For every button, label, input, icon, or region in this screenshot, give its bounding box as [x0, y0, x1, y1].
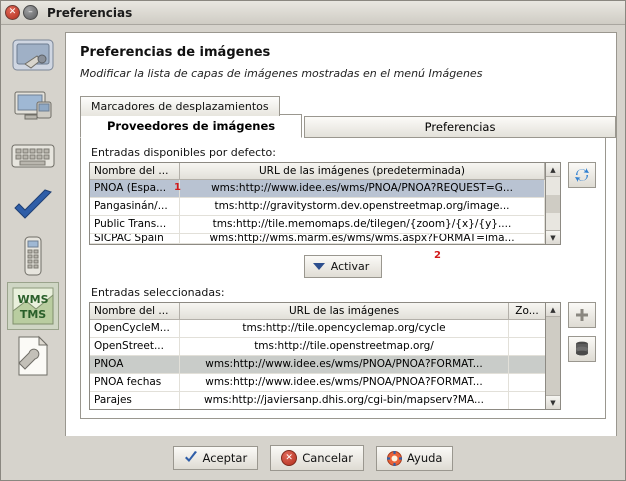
table-row[interactable]: [90, 320, 545, 338]
activate-row: [89, 250, 597, 278]
help-icon: [387, 451, 402, 466]
cell-name: OpenCycleM...: [90, 320, 180, 337]
svg-text:WMS: WMS: [17, 293, 49, 306]
scroll-up-icon[interactable]: ▲: [546, 163, 560, 177]
cell-name: PNOA fechas: [90, 374, 180, 391]
cell-zoom: [509, 320, 545, 337]
scroll-thumb[interactable]: [546, 195, 560, 213]
column-header-url[interactable]: URL de las imágenes (predeterminada): [180, 163, 545, 179]
add-entry-button[interactable]: [568, 302, 596, 328]
scroll-up-icon[interactable]: ▲: [546, 303, 560, 317]
sidebar-item-display[interactable]: [7, 82, 59, 130]
step-marker-2: 2: [434, 250, 441, 261]
sidebar-item-imagery[interactable]: [7, 282, 59, 330]
selected-side-buttons: [561, 302, 597, 410]
activate-button[interactable]: [304, 255, 383, 278]
cell-zoom: [509, 374, 545, 391]
selected-entries-table[interactable]: [89, 302, 546, 410]
checkmark-icon: [11, 188, 55, 224]
available-entries-table[interactable]: [89, 162, 546, 245]
table-row[interactable]: [90, 392, 545, 409]
close-icon[interactable]: ✕: [5, 5, 20, 20]
title-bar: [1, 1, 625, 25]
selected-table-header: [90, 303, 545, 320]
table-row[interactable]: [90, 234, 545, 244]
cell-url: tms:http://tile.openstreetmap.org/: [180, 338, 509, 355]
column-header-name[interactable]: Nombre del ...: [90, 303, 180, 319]
table-row[interactable]: [90, 216, 545, 234]
cancel-label: Cancelar: [302, 451, 353, 465]
cell-url: wms:http://javiersanp.dhis.org/cgi-bin/mapserv?MA...: [180, 392, 509, 409]
table-row[interactable]: [90, 374, 545, 392]
cell-name: PNOA (Espa...: [90, 180, 180, 197]
scroll-down-icon[interactable]: ▼: [546, 395, 560, 409]
column-header-url[interactable]: URL de las imágenes: [180, 303, 509, 319]
available-table-scrollbar[interactable]: [546, 162, 561, 245]
cell-url: tms:http://gravitystorm.dev.openstreetmap.org/image...: [180, 198, 545, 215]
cell-name: Parajes: [90, 392, 180, 409]
refresh-icon: [573, 166, 591, 184]
refresh-button[interactable]: [568, 162, 596, 188]
minimize-icon[interactable]: –: [23, 5, 38, 20]
page-title: Preferencias de imágenes: [80, 45, 271, 60]
cell-url: wms:http://www.idee.es/wms/PNOA/PNOA?FORMAT...: [180, 356, 509, 373]
selected-entries-label: Entradas seleccionadas:: [91, 286, 225, 299]
settings-sidebar: [1, 26, 65, 480]
cell-zoom: [509, 338, 545, 355]
selected-table-wrap: [89, 302, 597, 410]
cell-name: OpenStreet...: [90, 338, 180, 355]
accept-check-icon: [184, 451, 198, 465]
cell-zoom: [509, 392, 545, 409]
monitor-icon: [11, 86, 55, 126]
cancel-icon: ✕: [281, 450, 297, 466]
cell-url: tms:http://tile.memomaps.de/tilegen/{zoom}/{x}/{y}....: [180, 216, 545, 233]
dialog-footer: [1, 436, 625, 480]
preferences-header: [66, 33, 616, 84]
svg-text:TMS: TMS: [19, 308, 47, 321]
delete-entry-button[interactable]: [568, 336, 596, 362]
cell-name: SICPAC Spain: [90, 234, 180, 244]
cell-name: Public Trans...: [90, 216, 180, 233]
tab-settings[interactable]: Preferencias: [304, 116, 616, 138]
remote-icon: [18, 235, 48, 277]
cell-url: wms:http://www.idee.es/wms/PNOA/PNOA?FORMAT...: [180, 374, 509, 391]
table-row[interactable]: [90, 180, 545, 198]
activate-label: Activar: [330, 260, 370, 273]
available-entries-label: Entradas disponibles por defecto:: [91, 146, 276, 159]
cell-url: tms:http://tile.opencyclemap.org/cycle: [180, 320, 509, 337]
sidebar-item-plugins[interactable]: [7, 332, 59, 380]
table-row[interactable]: [90, 198, 545, 216]
table-row[interactable]: [90, 356, 545, 374]
help-label: Ayuda: [406, 451, 443, 465]
down-triangle-icon: [313, 263, 325, 270]
column-header-zoom[interactable]: Zo...: [515, 305, 539, 317]
database-delete-icon: [574, 340, 590, 358]
table-row[interactable]: [90, 338, 545, 356]
tab-row-top: [80, 96, 616, 116]
keyboard-icon: [10, 139, 56, 173]
plug-icon: [11, 36, 55, 76]
cell-name: PNOA: [90, 356, 180, 373]
tab-imagery-providers[interactable]: Proveedores de imágenes: [80, 114, 302, 138]
step-marker-1: 1: [174, 182, 181, 193]
available-side-buttons: [561, 162, 597, 245]
accept-label: Aceptar: [202, 451, 248, 465]
cell-url: wms:http://www.idee.es/wms/PNOA/PNOA?REQUEST=G...: [180, 180, 545, 197]
preferences-content: [65, 32, 617, 480]
cancel-button[interactable]: [270, 445, 364, 471]
sidebar-item-remote-control[interactable]: [7, 232, 59, 280]
selected-table-scrollbar[interactable]: [546, 302, 561, 410]
help-button[interactable]: [376, 446, 454, 471]
plus-icon: [574, 307, 590, 323]
page-subtitle: Modificar la lista de capas de imágenes mostradas en el menú Imágenes: [80, 67, 483, 80]
cell-zoom: [509, 356, 545, 373]
sidebar-item-validator[interactable]: [7, 182, 59, 230]
imagery-providers-panel: [80, 138, 606, 419]
sidebar-item-connection[interactable]: [7, 32, 59, 80]
window-title: Preferencias: [47, 5, 133, 20]
cell-url: wms:http://wms.marm.es/wms/wms.aspx?FORMAT=ima...: [180, 234, 545, 244]
window-body: [1, 26, 625, 480]
column-header-name[interactable]: Nombre del ...: [90, 163, 180, 179]
tab-row-main: [80, 116, 616, 138]
wms-tms-icon: [10, 285, 56, 327]
scroll-down-icon[interactable]: ▼: [546, 230, 560, 244]
available-table-wrap: [89, 162, 597, 245]
wrench-page-icon: [13, 335, 53, 377]
available-table-header: [90, 163, 545, 180]
sidebar-item-shortcuts[interactable]: [7, 132, 59, 180]
tab-bookmarks[interactable]: Marcadores de desplazamientos: [80, 96, 280, 116]
cell-name: Pangasinán/...: [90, 198, 180, 215]
scroll-thumb[interactable]: [546, 317, 560, 395]
accept-button[interactable]: [173, 446, 259, 470]
